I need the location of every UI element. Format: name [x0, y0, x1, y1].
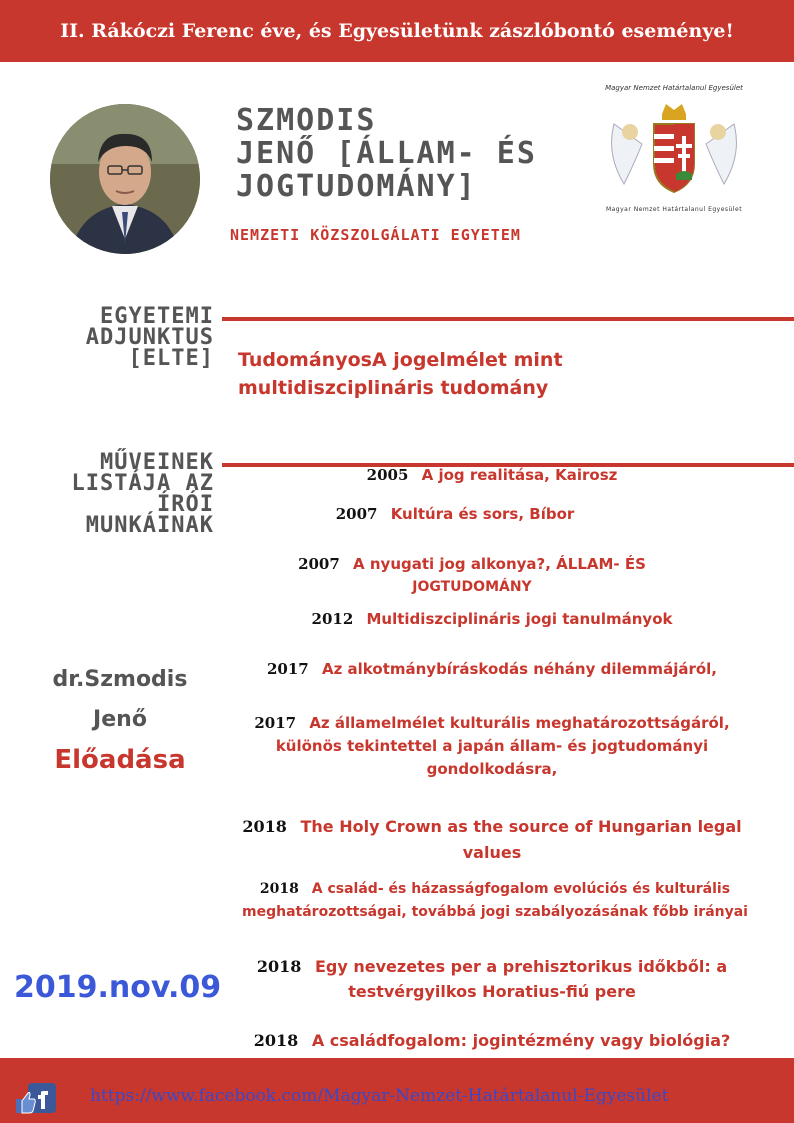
event-date: 2019.nov.09 [14, 970, 222, 1005]
work-item [212, 464, 772, 487]
subtitle-line: multidiszciplináris tudomány [238, 377, 549, 399]
facebook-icon[interactable] [14, 1081, 58, 1115]
work-year: 2018 [253, 1031, 299, 1050]
work-year: 2017 [254, 714, 297, 732]
work-title: Az államelmélet kulturális meghatározottságáról, [309, 714, 730, 732]
work-title: Kultúra és sors, Bíbor [390, 505, 575, 523]
work-title: A családfogalom: jogintézmény vagy biológia? [311, 1031, 731, 1050]
position-subtitle [238, 346, 758, 402]
association-crest-icon [604, 84, 744, 220]
work-title: Az alkotmánybíráskodás néhány dilemmájáról, [321, 660, 717, 678]
work-year: 2018 [242, 817, 287, 836]
work-title: Multidiszciplináris jogi tanulmányok [366, 610, 673, 628]
name-line: JOGTUDOMÁNY] [236, 169, 477, 204]
crest-ring-text: Magyar Nemzet Határtalanul Egyesület [605, 84, 743, 92]
header-bar [0, 0, 794, 62]
name-line: JENŐ [ÁLLAM- ÉS [236, 136, 537, 171]
label-line: MŰVEINEK [100, 450, 214, 475]
work-title-cont: JOGTUDOMÁNY [412, 579, 532, 595]
work-year: 2018 [259, 881, 299, 897]
work-item [200, 878, 790, 924]
work-item [175, 503, 735, 526]
work-title: A család- és házasságfogalom evolúciós és kulturális [311, 881, 731, 897]
work-title-cont: gondolkodásra, [426, 760, 558, 778]
work-item [212, 608, 772, 631]
work-item [212, 1029, 772, 1052]
work-year: 2007 [335, 505, 378, 523]
work-year: 2017 [267, 660, 309, 678]
work-title: A nyugati jog alkonya?, ÁLLAM- ÉS [353, 555, 646, 573]
work-year: 2007 [298, 555, 340, 573]
speaker-name: dr.Szmodis [52, 667, 188, 692]
work-item [212, 814, 772, 866]
speaker-block [30, 660, 210, 780]
crest-caption: Magyar Nemzet Határtalanul Egyesület [605, 206, 743, 213]
university-name: NEMZETI KÖZSZOLGÁLATI EGYETEM [230, 226, 521, 244]
label-line: [ELTE] [128, 346, 214, 371]
work-year: 2005 [366, 466, 409, 484]
label-line: ADJUNKTUS [85, 325, 214, 350]
label-line: LISTÁJA AZ [71, 471, 214, 496]
label-line: MUNKÁINAK [85, 513, 214, 538]
label-line: EGYETEMI [100, 304, 214, 329]
position-label [20, 306, 214, 369]
portrait-photo [50, 104, 200, 254]
speaker-name: Jenő [93, 707, 147, 732]
divider-line [222, 317, 794, 321]
work-title-cont: meghatározottságai, továbbá jogi szabályozásának főbb irányai [242, 904, 748, 920]
lecture-label: Előadása [54, 745, 186, 775]
facebook-link[interactable]: https://www.facebook.com/Magyar-Nemzet-Határtalanul-Egyesület [90, 1086, 669, 1106]
work-item [212, 712, 772, 781]
work-year: 2012 [311, 610, 354, 628]
work-title-cont: values [462, 843, 522, 862]
name-line: SZMODIS [236, 103, 377, 138]
work-item [212, 658, 772, 681]
work-title-cont: különös tekintettel a japán állam- és jogtudományi [275, 737, 709, 755]
header-title: II. Rákóczi Ferenc éve, és Egyesületünk zászlóbontó eseménye! [60, 20, 734, 42]
work-year: 2018 [256, 957, 302, 976]
work-title: Egy nevezetes per a prehisztorikus időkből: a [315, 957, 728, 976]
work-item [212, 954, 772, 1004]
work-title-cont: testvérgyilkos Horatius-fiú pere [348, 982, 636, 1001]
work-title: The Holy Crown as the source of Hungarian legal [300, 817, 742, 836]
person-name [236, 104, 586, 203]
work-item [212, 553, 732, 599]
subtitle-line: TudományosA jogelmélet mint [238, 349, 563, 371]
label-line: ÍRÓI [157, 492, 214, 517]
work-title: A jog realitása, Kairosz [421, 466, 618, 484]
